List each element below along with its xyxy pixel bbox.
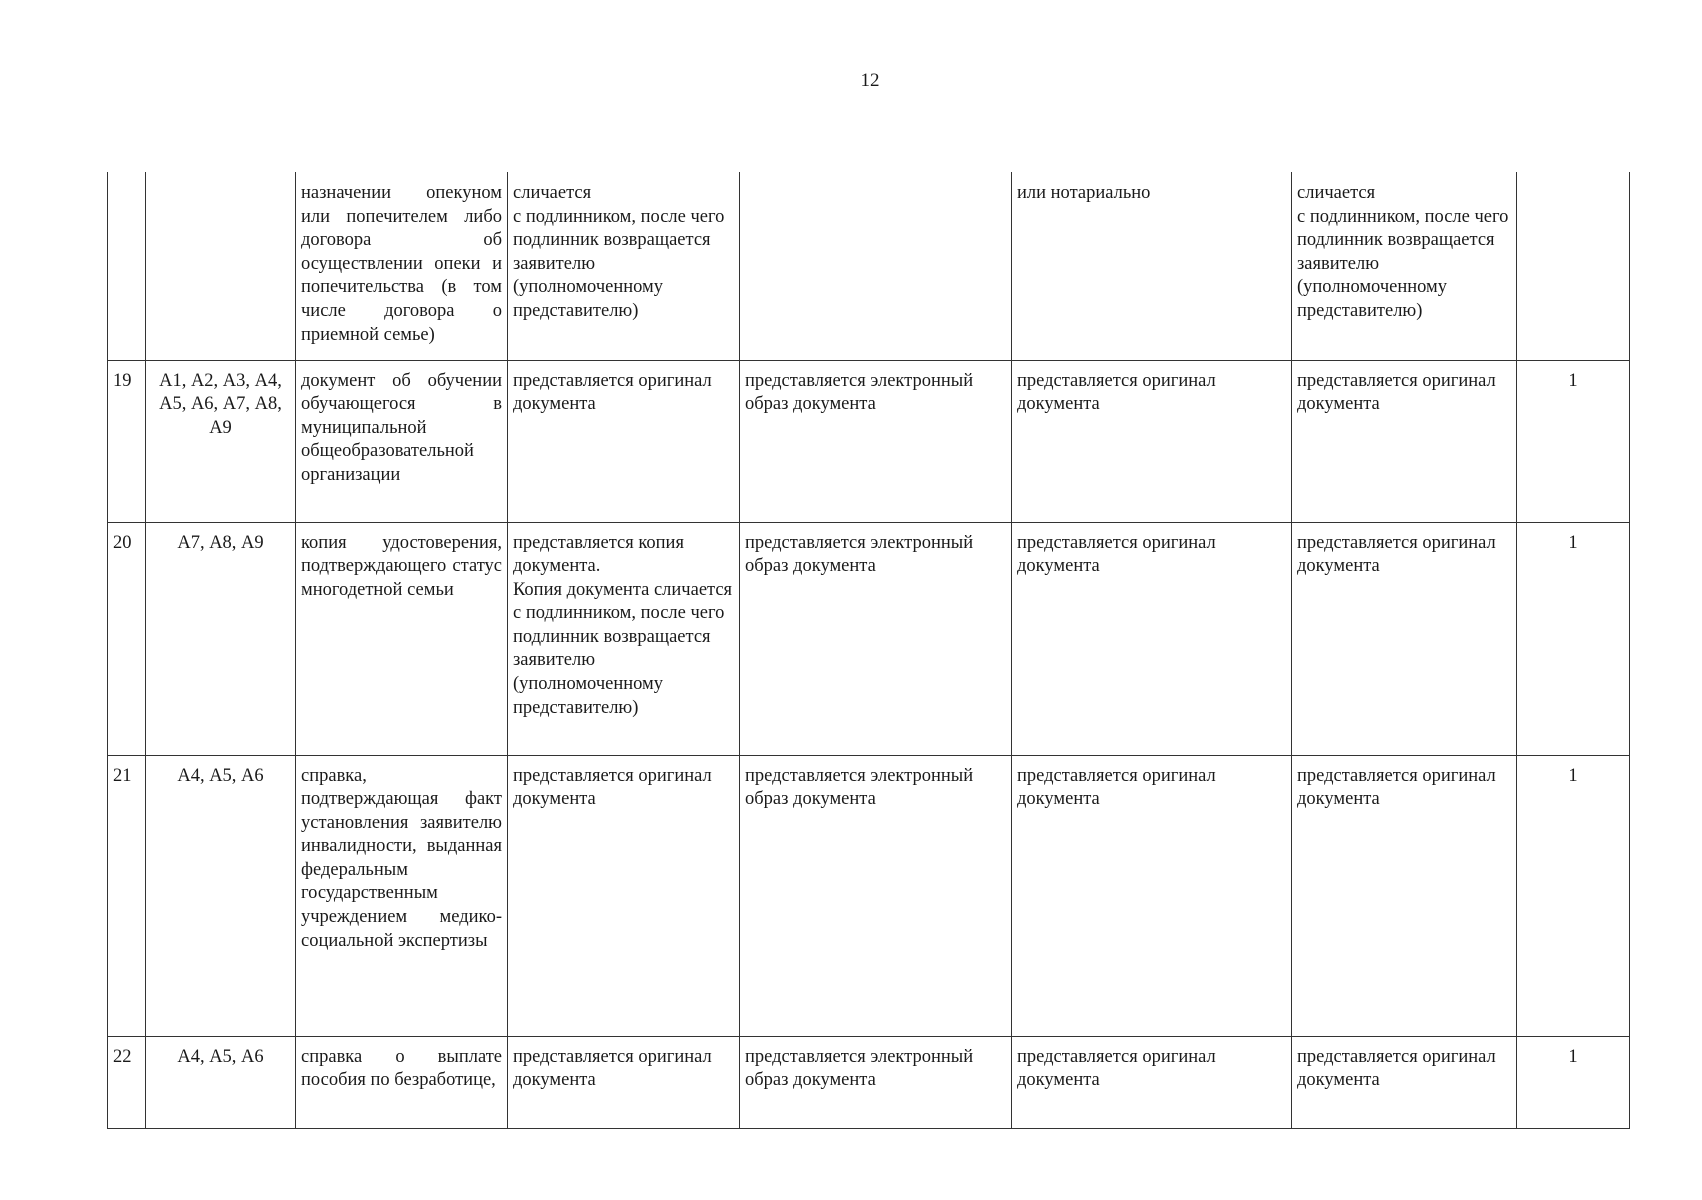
table-row — [108, 522, 1630, 755]
submission-method-1-cell: сличается с подлинником, после чего подлинник возвращается заявителю (уполномоченному представителю) — [508, 172, 740, 360]
table-row — [108, 755, 1630, 1036]
row-number-cell — [108, 172, 146, 360]
submission-method-4-cell: представляется оригинал документа — [1292, 360, 1517, 522]
submission-method-2-cell: представляется электронный образ документа — [740, 755, 1012, 1036]
documents-table — [107, 172, 1630, 1129]
page-number: 12 — [860, 70, 880, 91]
submission-method-3-cell: представляется оригинал документа — [1012, 1036, 1292, 1128]
table-row — [108, 360, 1630, 522]
row-number-cell: 21 — [108, 755, 146, 1036]
count-cell — [1517, 172, 1630, 360]
submission-method-1-cell: представляется копия документа. Копия документа сличается с подлинником, после чего подлинник возвращается заявителю (уполномоченному представителю) — [508, 522, 740, 755]
submission-method-1-cell: представляется оригинал документа — [508, 755, 740, 1036]
submission-method-3-cell: представляется оригинал документа — [1012, 360, 1292, 522]
applicant-codes-cell: А7, А8, А9 — [146, 522, 296, 755]
row-number-cell: 20 — [108, 522, 146, 755]
count-cell: 1 — [1517, 1036, 1630, 1128]
table-row — [108, 1036, 1630, 1128]
submission-method-3-cell: представляется оригинал документа — [1012, 522, 1292, 755]
submission-method-4-cell: представляется оригинал документа — [1292, 522, 1517, 755]
count-cell: 1 — [1517, 360, 1630, 522]
table-row — [108, 172, 1630, 360]
count-cell: 1 — [1517, 522, 1630, 755]
applicant-codes-cell — [146, 172, 296, 360]
submission-method-4-cell: представляется оригинал документа — [1292, 1036, 1517, 1128]
document-name-cell: справка о выплате пособия по безработице, — [296, 1036, 508, 1128]
submission-method-4-cell: сличается с подлинником, после чего подлинник возвращается заявителю (уполномоченному представителю) — [1292, 172, 1517, 360]
row-number-cell: 22 — [108, 1036, 146, 1128]
submission-method-4-cell: представляется оригинал документа — [1292, 755, 1517, 1036]
applicant-codes-cell: А1, А2, А3, А4, А5, А6, А7, А8, А9 — [146, 360, 296, 522]
submission-method-2-cell — [740, 172, 1012, 360]
submission-method-3-cell: представляется оригинал документа — [1012, 755, 1292, 1036]
submission-method-3-cell: или нотариально — [1012, 172, 1292, 360]
document-name-cell: справка, подтверждающая факт установления заявителю инвалидности, выданная федеральным государственным учреждением медико-социальной экспертизы — [296, 755, 508, 1036]
applicant-codes-cell: А4, А5, А6 — [146, 1036, 296, 1128]
count-cell: 1 — [1517, 755, 1630, 1036]
submission-method-2-cell: представляется электронный образ документа — [740, 1036, 1012, 1128]
document-name-cell: документ об обучении обучающегося в муниципальной общеобразовательной организации — [296, 360, 508, 522]
submission-method-1-cell: представляется оригинал документа — [508, 360, 740, 522]
submission-method-2-cell: представляется электронный образ документа — [740, 360, 1012, 522]
document-name-cell: копия удостоверения, подтверждающего статус многодетной семьи — [296, 522, 508, 755]
row-number-cell: 19 — [108, 360, 146, 522]
submission-method-2-cell: представляется электронный образ документа — [740, 522, 1012, 755]
submission-method-1-cell: представляется оригинал документа — [508, 1036, 740, 1128]
document-name-cell: назначении опекуном или попечителем либо договора об осуществлении опеки и попечительства (в том числе договора о приемной семье) — [296, 172, 508, 360]
applicant-codes-cell: А4, А5, А6 — [146, 755, 296, 1036]
